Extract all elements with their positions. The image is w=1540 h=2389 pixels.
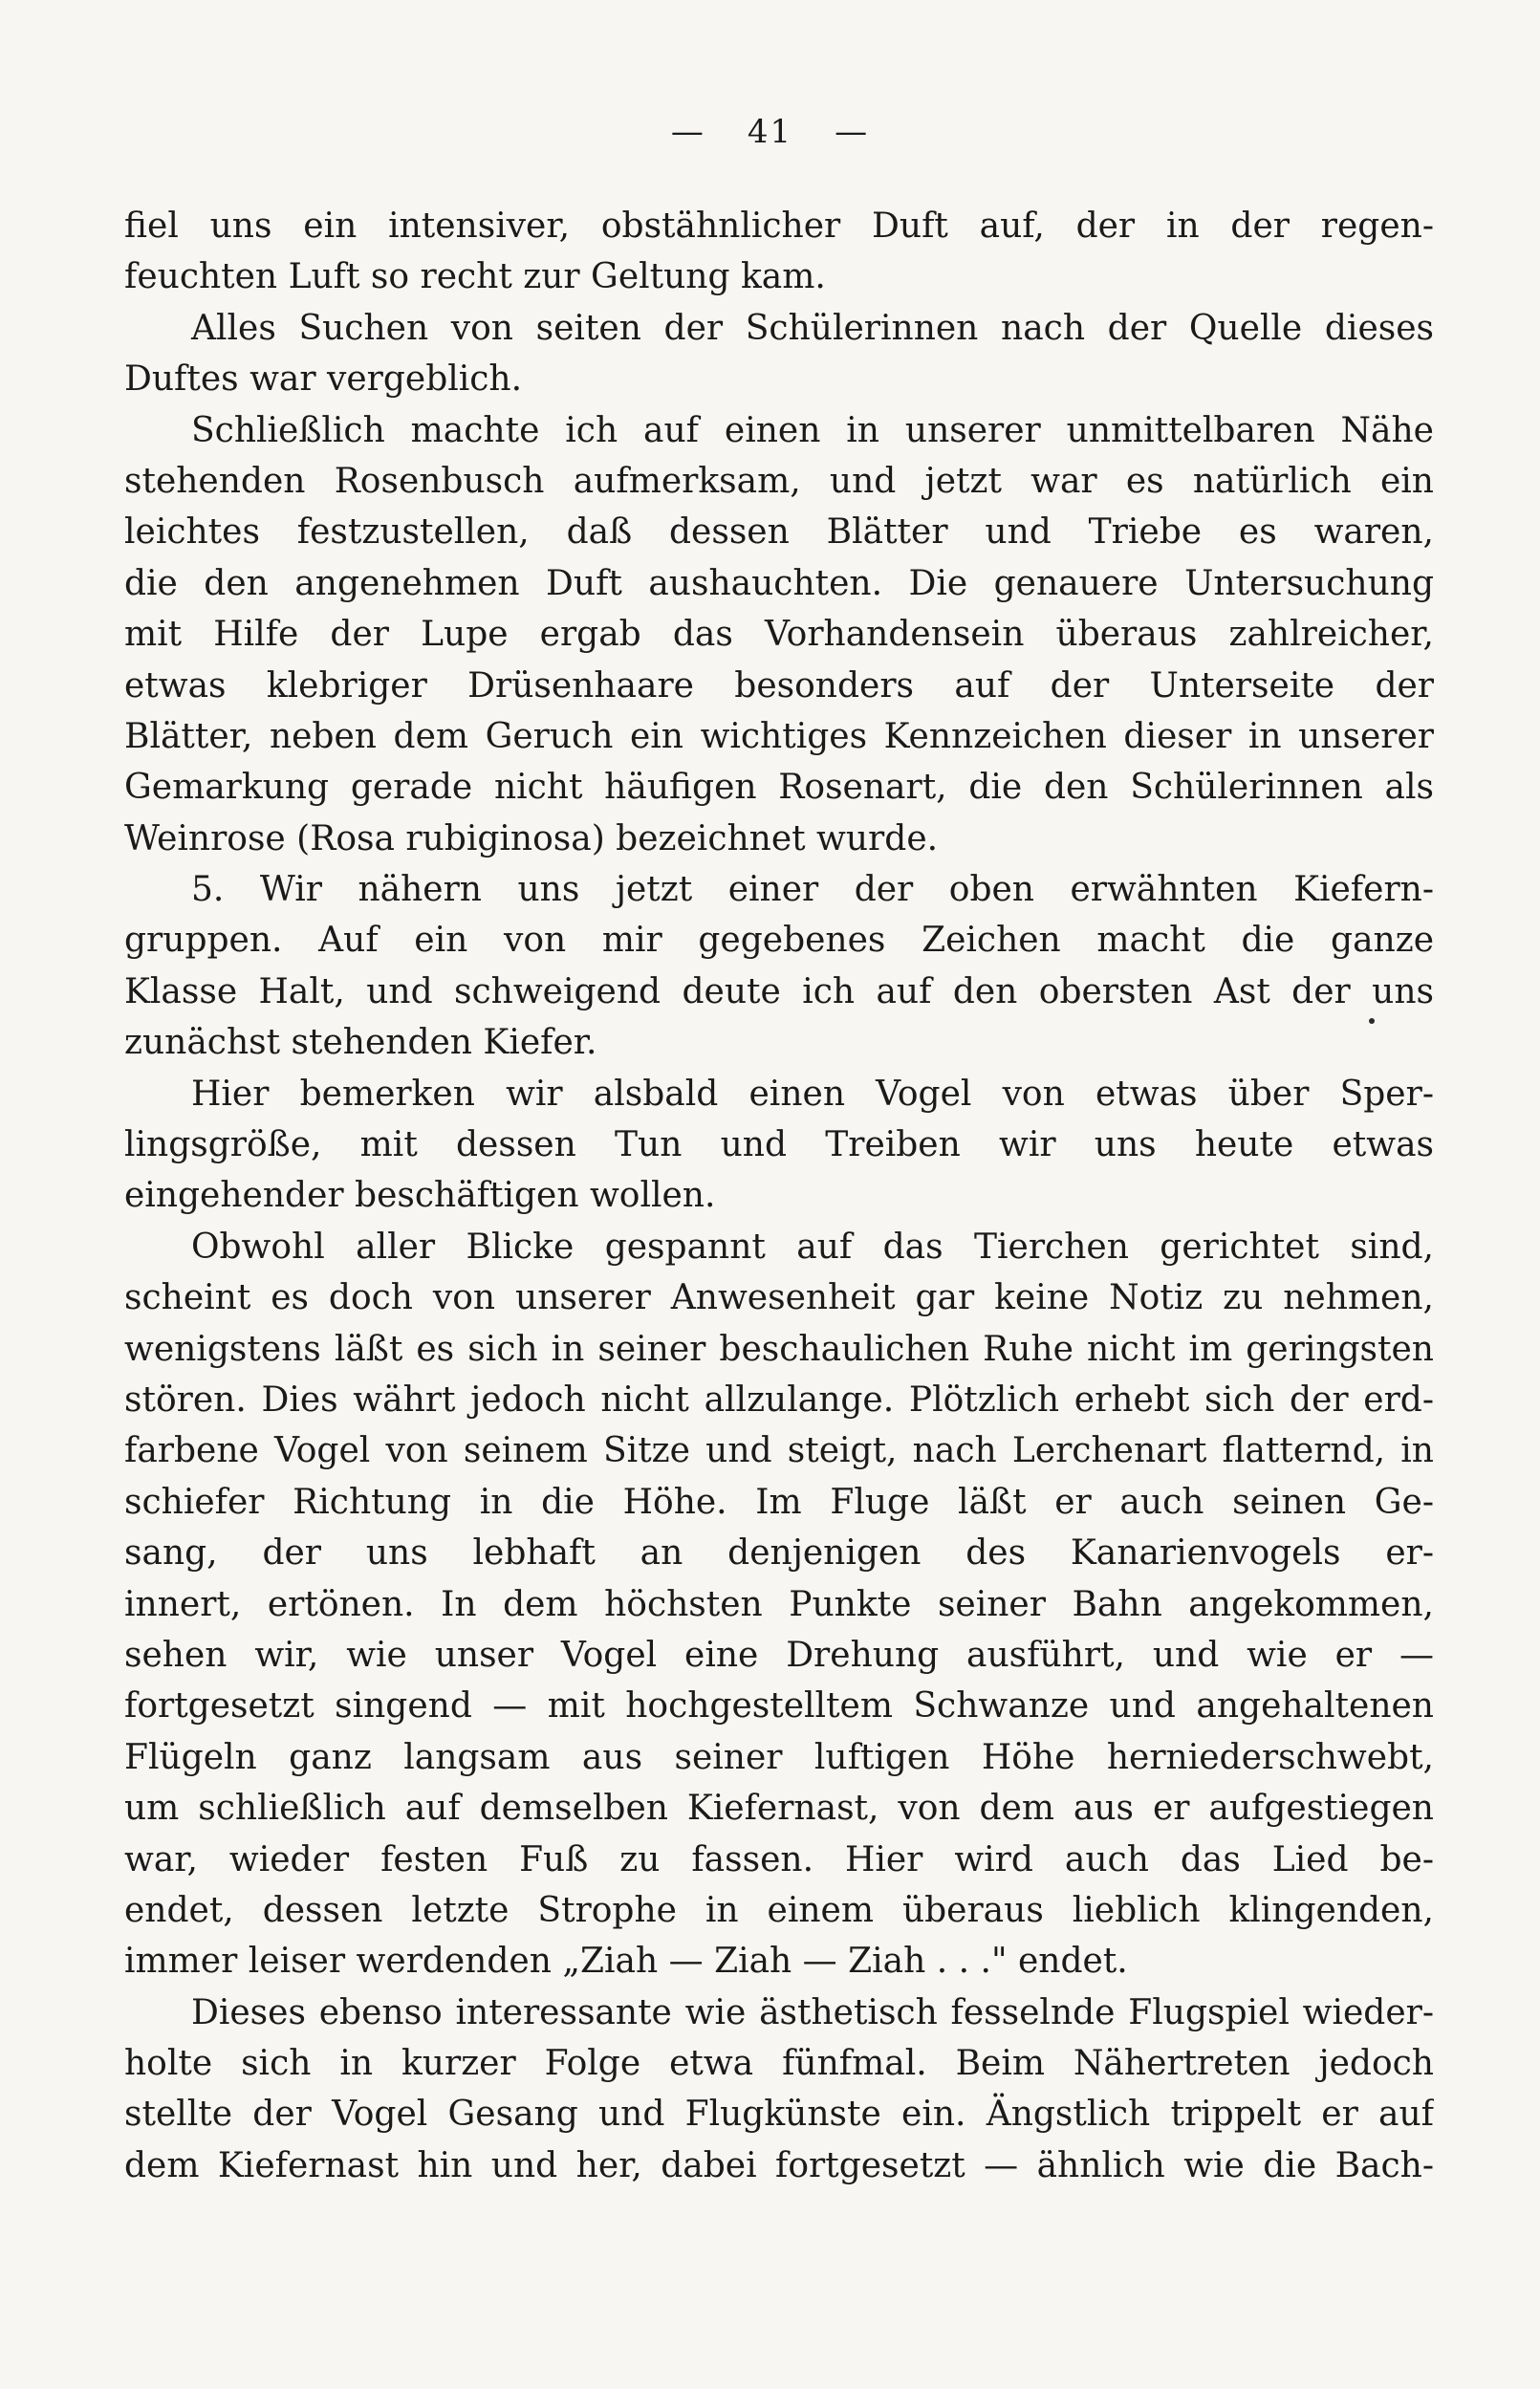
text-line: endet, dessen letzte Strophe in einem überaus lieblich klingenden, [124,1890,1434,1930]
text-line: leichtes festzustellen, daß dessen Blätter und Triebe es waren, [124,512,1434,553]
text-line: war, wieder festen Fuß zu fassen. Hier wird auch das Lied be- [124,1839,1434,1879]
text-line: Klasse Halt, und schweigend deute ich auf den obersten Ast der uns [124,971,1434,1011]
text-line: fortgesetzt singend — mit hochgestelltem Schwanze und angehaltenen [124,1686,1434,1727]
text-line: Dieses ebenso interessante wie ästhetisch fesselnde Flugspiel wieder- [191,1992,1434,2032]
text-line: scheint es doch von unserer Anwesenheit gar keine Notiz zu nehmen, [124,1278,1434,1318]
text-line: 5. Wir nähern uns jetzt einer der oben erwähnten Kiefern- [191,870,1434,910]
text-line: sang, der uns lebhaft an denjenigen des Kanarienvogels er- [124,1533,1434,1574]
text-line: Blätter, neben dem Geruch ein wichtiges Kennzeichen dieser in unserer [124,716,1434,756]
text-line: die den angenehmen Duft aushauchten. Die genauere Untersuchung [124,563,1434,603]
text-line: stehenden Rosenbusch aufmerksam, und jetzt war es natürlich ein [124,461,1434,501]
body-text [124,201,1434,2191]
text-line: schiefer Richtung in die Höhe. Im Fluge läßt er auch seinen Ge- [124,1482,1434,1522]
text-line: zunächst stehenden Kiefer. [124,1023,597,1063]
text-line: Weinrose (Rosa rubiginosa) bezeichnet wurde. [124,818,939,858]
text-line: innert, ertönen. In dem höchsten Punkte seiner Bahn angekommen, [124,1584,1434,1624]
text-line: stören. Dies währt jedoch nicht allzulange. Plötzlich erhebt sich der erd- [124,1379,1434,1420]
text-line: eingehender beschäftigen wollen. [124,1176,716,1216]
text-line: Schließlich machte ich auf einen in unserer unmittelbaren Nähe [191,410,1434,450]
text-line: gruppen. Auf ein von mir gegebenes Zeichen macht die ganze [124,921,1434,961]
text-line: Gemarkung gerade nicht häufigen Rosenart, die den Schülerinnen als [124,768,1434,808]
text-line: Obwohl aller Blicke gespannt auf das Tierchen gerichtet sind, [191,1227,1434,1267]
text-line: farbene Vogel von seinem Sitze und steigt, nach Lerchenart flatternd, in [124,1431,1434,1471]
text-line: Flügeln ganz langsam aus seiner luftigen Höhe herniederschwebt, [124,1737,1434,1777]
text-line: immer leiser werdenden „Ziah — Ziah — Ziah . . ." endet. [124,1942,1128,1982]
text-line: fiel uns ein intensiver, obstähnlicher Duft auf, der in der regen- [124,206,1434,246]
text-line: stellte der Vogel Gesang und Flugkünste ein. Ängstlich trippelt er auf [124,2095,1434,2135]
page-header [0,113,1540,151]
margin-dot [1369,1018,1375,1024]
text-line: feuchten Luft so recht zur Geltung kam. [124,257,826,297]
page-number: 41 [747,113,793,151]
text-line: etwas klebriger Drüsenhaare besonders auf der Unterseite der [124,665,1434,706]
text-line: holte sich in kurzer Folge etwa fünfmal. Beim Nähertreten jedoch [124,2044,1434,2084]
text-line: Alles Suchen von seiten der Schülerinnen nach der Quelle dieses [191,308,1434,348]
page-number-dash-left: — [670,113,705,151]
text-line: wenigstens läßt es sich in seiner beschaulichen Ruhe nicht im geringsten [124,1329,1434,1369]
text-line: Duftes war vergeblich. [124,359,523,400]
text-line: Hier bemerken wir alsbald einen Vogel von etwas über Sper- [191,1074,1434,1114]
page-number-dash-right: — [835,113,870,151]
text-line: lingsgröße, mit dessen Tun und Treiben wir uns heute etwas [124,1125,1434,1165]
text-line: dem Kiefernast hin und her, dabei fortgesetzt — ähnlich wie die Bach- [124,2145,1434,2185]
text-line: mit Hilfe der Lupe ergab das Vorhandensein überaus zahlreicher, [124,615,1434,655]
text-line: sehen wir, wie unser Vogel eine Drehung ausführt, und wie er — [124,1635,1434,1675]
text-line: um schließlich auf demselben Kiefernast, von dem aus er aufgestiegen [124,1789,1434,1829]
